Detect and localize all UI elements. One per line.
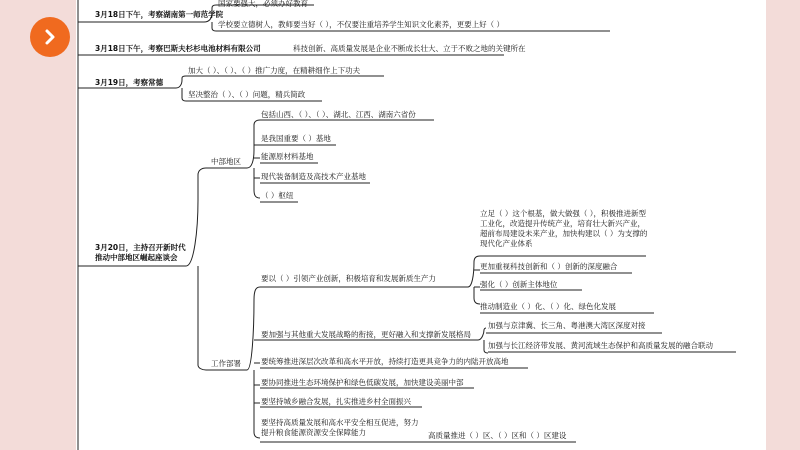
event-3-item-2: 坚决整治（ ）、（ ）问题，精兵简政 — [188, 90, 306, 99]
next-slide-button[interactable] — [30, 17, 70, 57]
strategy-item-2: 加强与长江经济带发展、黄河流域生态保护和高质量发展的融合联动 — [488, 341, 713, 350]
event-4-label: 3月20日，主持召开新时代推动中部地区崛起座谈会 — [95, 243, 186, 262]
work-strategy-text: 要加强与其他重大发展战略的衔接，更好融入和支撑新发展格局 — [261, 330, 471, 339]
industry-item-3: 强化（ ）创新主体地位 — [480, 280, 558, 289]
central-item-1: 包括山西、（ ）、（ ）、湖北、江西、湖南六省份 — [261, 110, 416, 119]
industry-item-1: 立足（ ）这个根基，做大做强（ ），积极推进新型工业化，改造提升传统产业，培育壮大新兴产业，超前布局建设未来产业，加快构建以（ ）为支撑的现代化产业体系 — [480, 209, 648, 248]
event-3-item-1: 加大（ ）、（ ）、（ ）推广力度，在精耕细作上下功夫 — [188, 66, 361, 75]
chevron-right-icon — [40, 27, 60, 47]
left-margin — [0, 0, 76, 450]
event-2-item-1: 科技创新、高质量发展是企业不断成长壮大、立于不败之地的关键所在 — [293, 44, 526, 53]
central-item-4: 现代装备制造及高技术产业基地 — [261, 172, 366, 181]
strategy-item-1: 加强与京津冀、长三角、粤港澳大湾区深度对接 — [488, 321, 646, 330]
event-1-item-1: 国家要强大，必须办好教育 — [218, 0, 308, 8]
event-1-item-2: 学校要立德树人，教师要当好（ ），不仅要注重培养学生知识文化素养，更要上好（ ） — [218, 20, 505, 29]
industry-item-2: 更加重视科技创新和（ ）创新的深度融合 — [480, 262, 618, 271]
event-2-label: 3月18日下午，考察巴斯夫杉杉电池材料有限公司 — [95, 44, 261, 53]
work-item-ecology: 要协同推进生态环境保护和绿色低碳发展，加快建设美丽中部 — [261, 378, 464, 387]
work-item-rural: 要坚持城乡融合发展，扎实推进乡村全面振兴 — [261, 397, 411, 406]
mind-map-canvas — [76, 0, 766, 450]
work-security-text: 要坚持高质量发展和高水平安全相互促进，努力提升粮食能源资源安全保障能力 — [261, 418, 419, 437]
event-1-label: 3月18日下午，考察湖南第一师范学院 — [95, 10, 224, 19]
central-item-3: 能源原材料基地 — [261, 152, 314, 161]
central-item-5: （ ）枢纽 — [261, 191, 294, 200]
security-item-1: 高质量推进（ ）区、（ ）区和（ ）区建设 — [428, 431, 567, 440]
work-deployment-label: 工作部署 — [211, 359, 241, 368]
central-region-label: 中部地区 — [211, 157, 241, 166]
work-item-reform: 要统筹推进深层次改革和高水平开放，持续打造更具竞争力的内陆开放高地 — [261, 357, 509, 366]
central-item-2: 是我国重要（ ）基地 — [261, 134, 331, 143]
work-industry-text: 要以（ ）引领产业创新，积极培育和发展新质生产力 — [261, 274, 436, 283]
industry-item-4: 推动制造业（ ）化、（ ）化、绿色化发展 — [480, 302, 617, 311]
event-3-label: 3月19日，考察常德 — [95, 78, 164, 87]
